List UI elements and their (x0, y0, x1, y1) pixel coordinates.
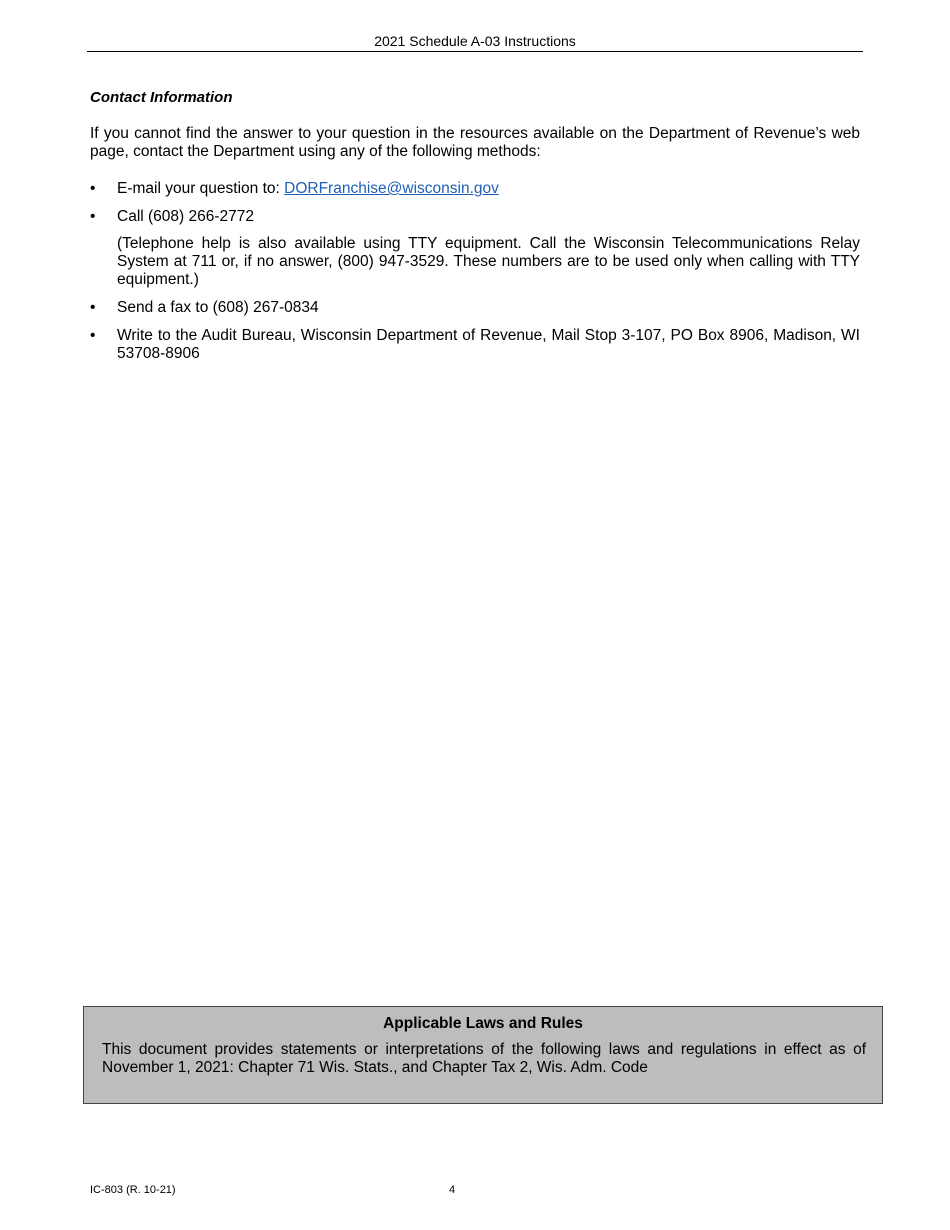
fax-text: Send a fax to (608) 267-0834 (117, 299, 319, 316)
email-link[interactable]: DORFranchise@wisconsin.gov (284, 180, 499, 197)
applicable-laws-box (83, 1006, 883, 1104)
bullet-icon: • (90, 208, 96, 225)
laws-heading: Applicable Laws and Rules (383, 1015, 583, 1032)
bullet-icon: • (90, 180, 96, 197)
bullet-icon: • (90, 299, 96, 316)
call-text: Call (608) 266-2772 (117, 208, 255, 225)
footer-page-number: 4 (449, 1184, 456, 1196)
email-prefix: E-mail your question to: (117, 180, 285, 197)
footer-form-id: IC-803 (R. 10-21) (90, 1184, 176, 1196)
email-line (117, 180, 860, 198)
header-rule (87, 51, 863, 52)
contact-intro: If you cannot find the answer to your question in the resources available on the Department of Revenue’s web page, contact the Department using any of the following methods: (90, 125, 860, 160)
tty-note: (Telephone help is also available using TTY equipment. Call the Wisconsin Telecommunications Relay System at 711 or, if no answer, (800) 947-3529. These numbers are to be used only when calling with TTY equipment.) (117, 235, 860, 288)
bullet-icon: • (90, 327, 96, 344)
contact-heading: Contact Information (90, 89, 233, 106)
laws-body: This document provides statements or interpretations of the following laws and regulations in effect as of November 1, 2021: Chapter 71 Wis. Stats., and Chapter Tax 2, Wis. Adm. Code (102, 1041, 866, 1076)
write-text: Write to the Audit Bureau, Wisconsin Department of Revenue, Mail Stop 3-107, PO Box 8906, Madison, WI 53708-8906 (117, 327, 860, 362)
page-header-title: 2021 Schedule A-03 Instructions (374, 33, 576, 49)
